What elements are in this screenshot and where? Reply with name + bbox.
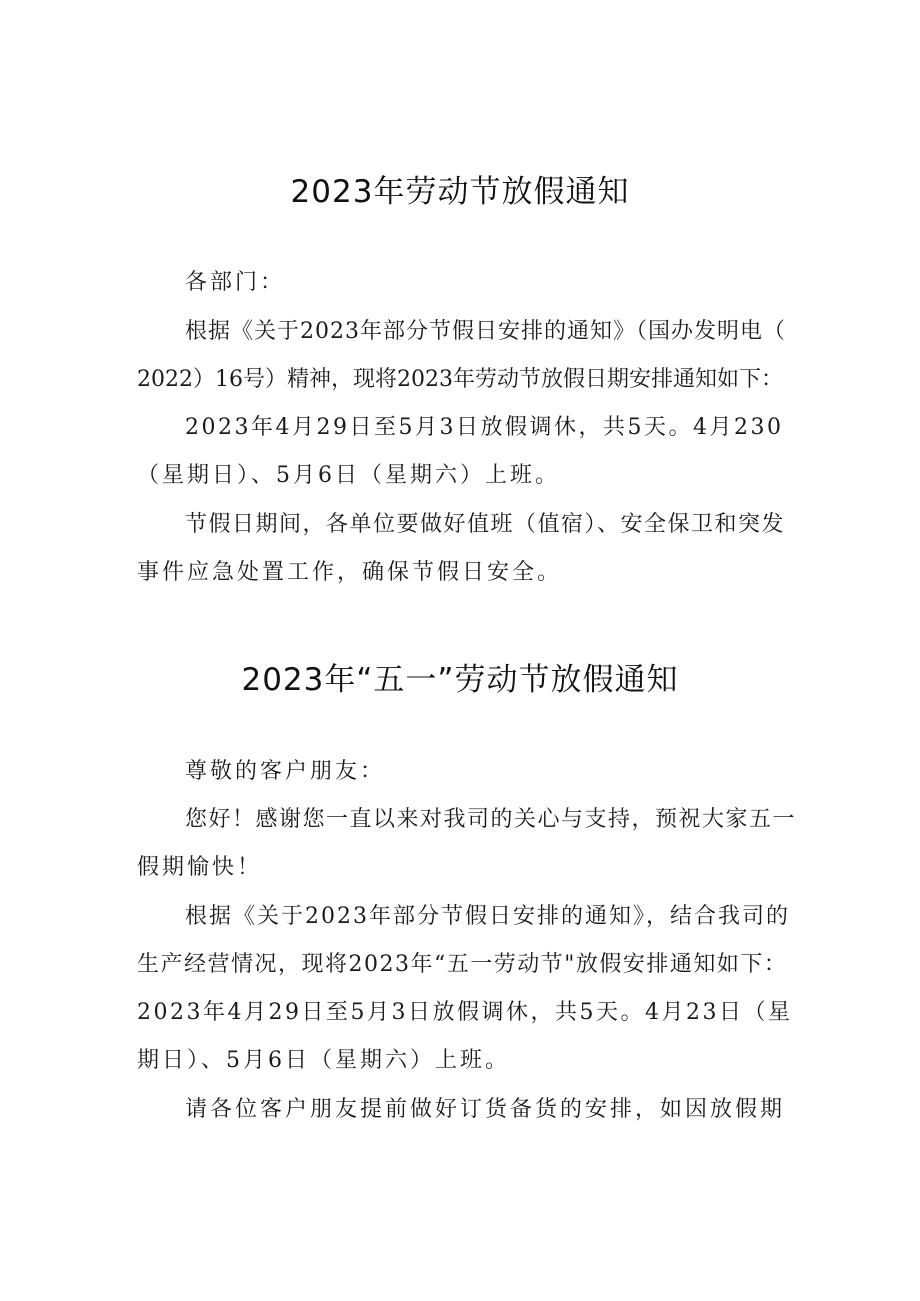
notice1-paragraph1-line2: 2022）16号）精神，现将2023年劳动节放假日期安排通知如下：	[137, 367, 783, 392]
notice1-paragraph3-line2: 事件应急处置工作，确保节假日安全。	[137, 560, 563, 585]
notice2-paragraph1-line1: 您好！感谢您一直以来对我司的关心与支持，预祝大家五一	[185, 807, 797, 832]
notice1-paragraph2-line1: 2023年4月29日至5月3日放假调休，共5天。4月230	[185, 415, 784, 440]
notice1-paragraph2-line2: （星期日）、5月6日（星期六）上班。	[137, 463, 560, 488]
notice2-paragraph3-line1: 请各位客户朋友提前做好订货备货的安排，如因放假期	[185, 1097, 786, 1122]
notice2-paragraph2-line2: 生产经营情况，现将2023年“五一劳动节"放假安排通知如下：	[137, 952, 788, 977]
notice2-title: 2023年“五一”劳动节放假通知	[241, 662, 679, 698]
notice1-paragraph1-line1: 根据《关于2023年部分节假日安排的通知》（国办发明电（	[185, 319, 786, 344]
notice2-salutation: 尊敬的客户朋友：	[185, 759, 386, 784]
notice2-paragraph2-line4: 期日）、5月6日（星期六）上班。	[137, 1048, 510, 1073]
notice1-salutation: 各部门：	[185, 270, 286, 295]
notice2-paragraph1-line2: 假期愉快！	[137, 855, 263, 880]
notice1-paragraph3-line1: 节假日期间，各单位要做好值班（值宿）、安全保卫和突发	[185, 512, 786, 537]
notice2-paragraph2-line3: 2023年4月29日至5月3日放假调休，共5天。4月23日（星	[137, 1000, 793, 1025]
notice1-title: 2023年劳动节放假通知	[290, 174, 630, 210]
notice2-paragraph2-line1: 根据《关于2023年部分节假日安排的通知》，结合我司的	[185, 904, 790, 929]
